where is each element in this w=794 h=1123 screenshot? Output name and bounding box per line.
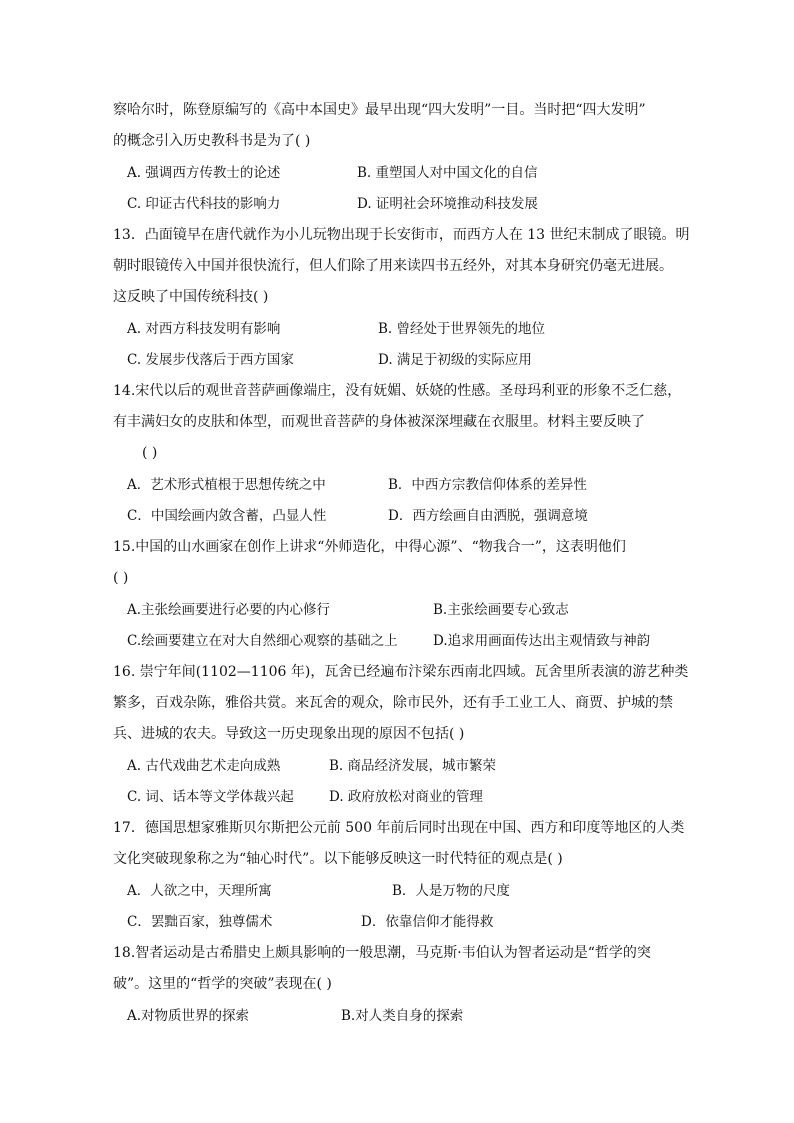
question-14-stem-line-3: ( ) <box>142 445 158 461</box>
question-12-option-c: C. 印证古代科技的影响力 <box>127 196 281 212</box>
question-13-option-b: B. 曾经处于世界领先的地位 <box>378 321 546 337</box>
question-12-stem-line-2: 的概念引入历史教科书是为了( ) <box>113 133 311 149</box>
question-17-option-c: C．罢黜百家，独尊儒术 <box>127 914 273 930</box>
question-15-option-c: C.绘画要建立在对大自然细心观察的基础之上 <box>127 633 398 649</box>
question-18-stem-line-1: 18.智者运动是古希腊史上颇具影响的一般思潮，马克斯·韦伯认为智者运动是“哲学的突 <box>113 945 651 961</box>
question-12-stem-line-1: 察哈尔时，陈登原编写的《高中本国史》最早出现“四大发明”一目。当时把“四大发明” <box>113 102 646 118</box>
question-16-stem-line-1: 16. 崇宁年间(1102—1106 年)，瓦舍已经遍布汴梁东西南北四域。瓦舍里所表演的游艺种类 <box>113 664 689 680</box>
question-14-option-b: B．中西方宗教信仰体系的差异性 <box>388 477 587 493</box>
question-16-stem-line-2: 繁多，百戏杂陈，雅俗共赏。来瓦舍的观众，除市民外，还有手工业工人、商贾、护城的禁 <box>113 695 673 711</box>
question-17-option-d: D．依靠信仰才能得救 <box>361 914 494 930</box>
question-18-option-b: B.对人类自身的探索 <box>341 1008 464 1024</box>
question-15-stem-line-2: ( ) <box>113 570 129 586</box>
question-15-option-a: A.主张绘画要进行必要的内心修行 <box>127 602 331 618</box>
question-17-stem-line-2: 文化突破现象称之为“轴心时代”。以下能够反映这一时代特征的观点是( ) <box>113 851 563 867</box>
question-12-option-d: D. 证明社会环境推动科技发展 <box>357 196 538 212</box>
question-13-stem-line-2: 朝时眼镜传入中国并很快流行，但人们除了用来读四书五经外，对其本身研究仍毫无进展。 <box>113 258 673 274</box>
question-12-option-b: B. 重塑国人对中国文化的自信 <box>357 165 538 181</box>
question-14-option-d: D．西方绘画自由洒脱，强调意境 <box>388 508 588 524</box>
question-16-option-c: C. 词、话本等文学体裁兴起 <box>127 789 294 805</box>
question-17-stem-line-1: 17．德国思想家雅斯贝尔斯把公元前 500 年前后同时出现在中国、西方和印度等地区的人类 <box>113 820 685 836</box>
question-16-option-d: D. 政府放松对商业的管理 <box>329 789 483 805</box>
question-14-option-c: C．中国绘画内敛含蓄，凸显人性 <box>127 508 327 524</box>
question-16-stem-line-3: 兵、进城的农夫。导致这一历史现象出现的原因不包括( ) <box>113 726 465 742</box>
question-13-stem-line-3: 这反映了中国传统科技( ) <box>113 289 269 305</box>
question-16-option-a: A. 古代戏曲艺术走向成熟 <box>127 758 281 774</box>
question-14-stem-line-1: 14.宋代以后的观世音菩萨画像端庄，没有妩媚、妖娆的性感。圣母玛利亚的形象不乏仁慈， <box>113 383 682 399</box>
question-17-option-a: A．人欲之中，天理所寓 <box>127 883 272 899</box>
question-14-option-a: A．艺术形式植根于思想传统之中 <box>127 477 326 493</box>
question-15-option-b: B.主张绘画要专心致志 <box>433 602 569 618</box>
question-14-stem-line-2: 有丰满妇女的皮肤和体型，而观世音菩萨的身体被深深埋藏在衣服里。材料主要反映了 <box>113 414 645 430</box>
question-16-option-b: B. 商品经济发展，城市繁荣 <box>329 758 497 774</box>
question-13-option-a: A. 对西方科技发明有影响 <box>127 321 281 337</box>
question-18-stem-line-2: 破”。这里的“哲学的突破”表现在( ) <box>113 976 332 992</box>
question-17-option-b: B．人是万物的尺度 <box>392 883 510 899</box>
question-12-option-a: A. 强调西方传教士的论述 <box>127 165 281 181</box>
question-13-stem-line-1: 13．凸面镜早在唐代就作为小儿玩物出现于长安街市，而西方人在 13 世纪末制成了眼镜。明 <box>113 227 690 243</box>
question-15-stem-line-1: 15.中国的山水画家在创作上讲求“外师造化，中得心源”、“物我合一”，这表明他们 <box>113 539 626 555</box>
question-15-option-d: D.追求用画面传达出主观情致与神韵 <box>433 633 651 649</box>
question-13-option-d: D. 满足于初级的实际应用 <box>378 352 532 368</box>
question-13-option-c: C. 发展步伐落后于西方国家 <box>127 352 294 368</box>
question-18-option-a: A.对物质世界的探索 <box>127 1008 250 1024</box>
